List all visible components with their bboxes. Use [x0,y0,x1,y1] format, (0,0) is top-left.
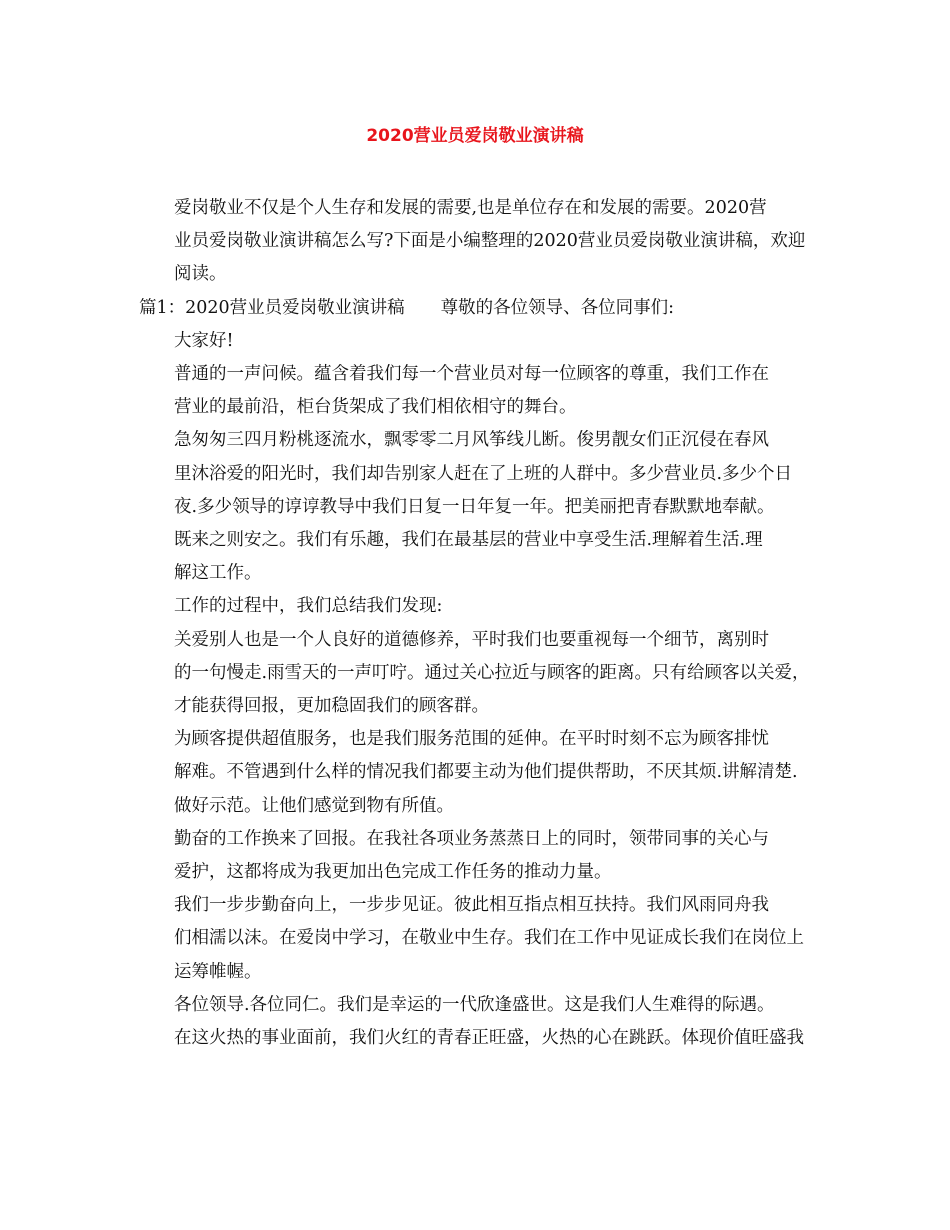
text-line: 既来之则安之。我们有乐趣，我们在最基层的营业中享受生活.理解着生活.理 [174,530,763,551]
text-line: 营业的最前沿，柜台货架成了我们相依相守的舞台。 [174,397,577,418]
text-line: 运筹帷幄。 [174,961,262,982]
text-line: 们相濡以沫。在爱岗中学习，在敬业中生存。我们在工作中见证成长我们在岗位上 [174,928,804,949]
text-line: 才能获得回报，更加稳固我们的顾客群。 [174,696,489,717]
text-line: 阅读。 [174,264,227,285]
body-paragraph [139,624,827,724]
text-line: 关爱别人也是一个人良好的道德修养，平时我们也要重视每一个细节，离别时 [174,629,769,650]
section-heading-line [139,292,827,325]
body-paragraph [139,358,827,424]
text-line: 解这工作。 [174,563,262,584]
text-line: 业员爱岗敬业演讲稿怎么写?下面是小编整理的2020营业员爱岗敬业演讲稿，欢迎 [174,231,806,252]
document-body [139,192,827,1055]
text-line: 急匆匆三四月粉桃逐流水，飘零零二月风筝线儿断。俊男靓女们正沉侵在春风 [174,430,769,451]
text-line: 做好示范。让他们感觉到物有所值。 [174,795,454,816]
body-paragraph [139,823,827,889]
body-paragraph [139,590,827,623]
body-paragraph [139,424,827,524]
body-paragraph [139,889,827,989]
text-line: 爱护，这都将成为我更加出色完成工作任务的推动力量。 [174,862,612,883]
text-line: 在这火热的事业面前，我们火红的青春正旺盛，火热的心在跳跃。体现价值旺盛我 [174,1028,804,1049]
text-line: 的一句慢走.雨雪天的一声叮咛。通过关心拉近与顾客的距离。只有给顾客以关爱， [174,662,810,683]
text-line: 各位领导.各位同仁。我们是幸运的一代欣逢盛世。这是我们人生难得的际遇。 [174,994,775,1015]
section-heading: 篇1：2020营业员爱岗敬业演讲稿 [139,297,405,318]
text-line: 里沐浴爱的阳光时，我们却告别家人赶在了上班的人群中。多少营业员.多少个日 [174,463,793,484]
text-line: 为顾客提供超值服务，也是我们服务范围的延伸。在平时时刻不忘为顾客排忧 [174,729,769,750]
intro-paragraph [139,192,827,292]
body-paragraph [139,723,827,823]
text-line: 普通的一声问候。蕴含着我们每一个营业员对每一位顾客的尊重，我们工作在 [174,364,769,385]
text-line: 工作的过程中，我们总结我们发现: [174,596,443,617]
text-line: 勤奋的工作换来了回报。在我社各项业务蒸蒸日上的同时，领带同事的关心与 [174,828,769,849]
salutation: 尊敬的各位领导、各位同事们: [440,297,675,318]
document-title: 2020营业员爱岗敬业演讲稿 [366,126,584,146]
text-line: 我们一步步勤奋向上，一步步见证。彼此相互指点相互扶持。我们风雨同舟我 [174,895,769,916]
text-line: 爱岗敬业不仅是个人生存和发展的需要,也是单位存在和发展的需要。2020营 [174,198,767,218]
text-line: 解难。不管遇到什么样的情况我们都要主动为他们提供帮助，不厌其烦.讲解清楚. [174,762,798,783]
greeting-paragraph [139,325,827,358]
body-paragraph [139,524,827,590]
text-line: 大家好! [174,330,234,351]
body-paragraph [139,989,827,1055]
text-line: 夜.多少领导的谆谆教导中我们日复一日年复一年。把美丽把青春默默地奉献。 [174,496,775,517]
